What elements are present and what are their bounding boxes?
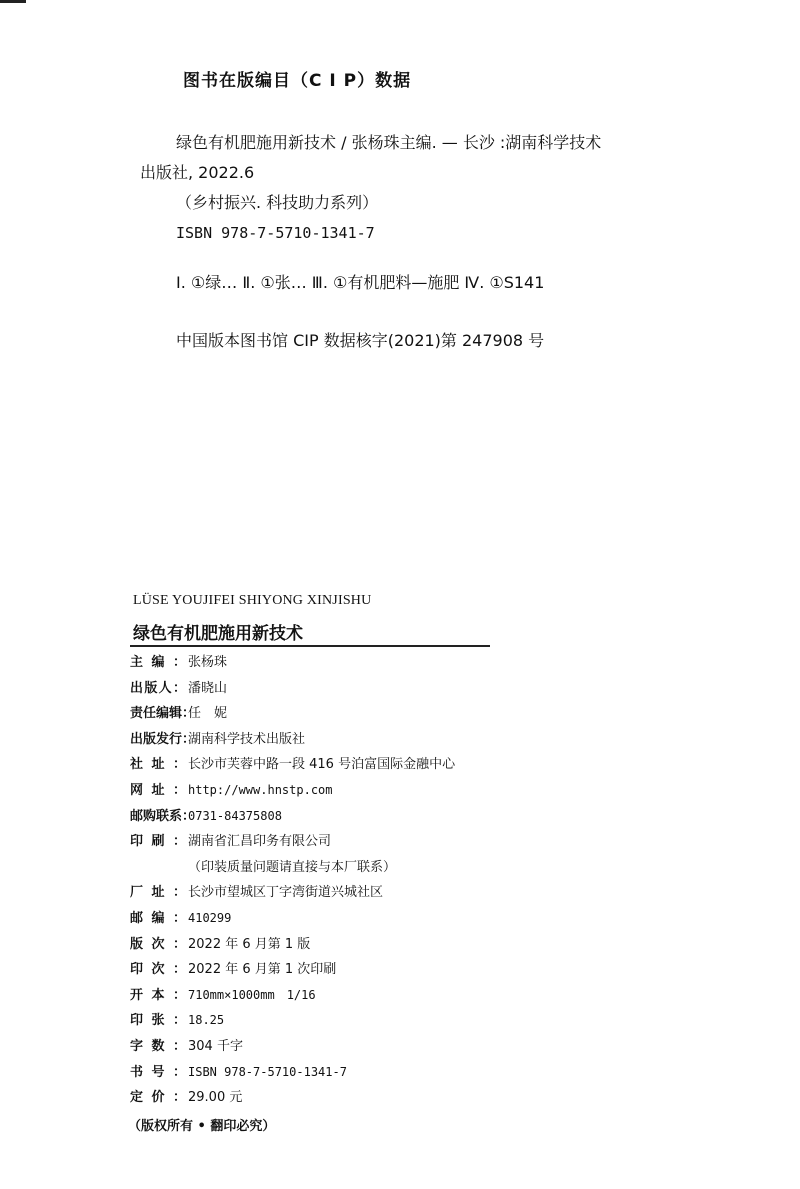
imprint-value: 410299 xyxy=(188,910,232,925)
imprint-label: 字数： xyxy=(130,1038,186,1054)
imprint-value: 湖南科学技术出版社 xyxy=(188,731,306,747)
imprint-value: http://www.hnstp.com xyxy=(188,782,333,797)
imprint-row xyxy=(130,880,570,906)
imprint-row xyxy=(130,1060,570,1086)
cip-series: （乡村振兴. 科技助力系列） xyxy=(176,193,379,212)
imprint-value: 任 妮 xyxy=(188,706,228,722)
imprint-label: 主编： xyxy=(130,655,186,670)
imprint-row xyxy=(130,957,570,983)
cip-verification: 中国版本图书馆 CIP 数据核字(2021)第 247908 号 xyxy=(176,331,545,350)
imprint-label: 网址： xyxy=(130,782,186,798)
imprint-value: 长沙市芙蓉中路一段 416 号泊富国际金融中心 xyxy=(188,757,456,773)
imprint-value: 304 千字 xyxy=(188,1038,243,1054)
imprint-label: 厂址： xyxy=(130,885,186,901)
imprint-label: 版次： xyxy=(130,936,186,952)
imprint-row xyxy=(130,778,570,804)
imprint-value: 29.00 元 xyxy=(188,1090,243,1106)
imprint-value: 18.25 xyxy=(188,1013,225,1028)
imprint-row xyxy=(130,701,570,727)
imprint-value: 710mm×1000mm 1/16 xyxy=(188,987,316,1002)
imprint-value: 湖南省汇昌印务有限公司 xyxy=(188,834,332,850)
imprint-value: ISBN 978-7-5710-1341-7 xyxy=(188,1064,347,1079)
imprint-label: 书号： xyxy=(130,1064,186,1080)
imprint-row xyxy=(130,727,570,753)
imprint-value: （印装质量问题请直接与本厂联系） xyxy=(188,859,397,875)
imprint-value: 2022 年 6 月第 1 版 xyxy=(188,936,311,952)
imprint-label: 定价： xyxy=(130,1090,186,1106)
book-title: 绿色有机肥施用新技术 xyxy=(133,624,303,644)
imprint-label: 印张： xyxy=(130,1013,186,1029)
cip-record-line: 出版社, 2022.6 xyxy=(140,163,255,182)
imprint-row xyxy=(130,829,570,855)
cip-heading: 图书在版编目（C I P）数据 xyxy=(183,71,412,91)
imprint-row xyxy=(130,906,570,932)
imprint-row xyxy=(130,804,570,830)
cip-isbn: ISBN 978-7-5710-1341-7 xyxy=(176,224,375,242)
imprint-row xyxy=(130,855,570,881)
imprint-row xyxy=(130,752,570,778)
corner-mark xyxy=(0,0,26,3)
cip-record-line: 绿色有机肥施用新技术 / 张杨珠主编. — 长沙 :湖南科学技术 xyxy=(176,133,602,152)
imprint-label: 出版人： xyxy=(130,680,186,696)
imprint-value: 长沙市望城区丁字湾街道兴城社区 xyxy=(188,885,384,901)
imprint-value: 潘晓山 xyxy=(188,680,228,696)
cip-classification: Ⅰ. ①绿… Ⅱ. ①张… Ⅲ. ①有机肥料—施肥 Ⅳ. ①S141 xyxy=(176,273,545,292)
imprint-label: 邮购联系： xyxy=(130,808,196,824)
imprint-row xyxy=(130,1034,570,1060)
rights-note: （版权所有 • 翻印必究） xyxy=(128,1119,276,1134)
imprint-label: 邮编： xyxy=(130,910,186,926)
imprint-label: 印刷： xyxy=(130,834,186,850)
imprint-row xyxy=(130,650,570,676)
imprint-row xyxy=(130,932,570,958)
imprint-label: 印次： xyxy=(130,962,186,978)
imprint-row xyxy=(130,676,570,702)
imprint-row xyxy=(130,983,570,1009)
imprint-label: 社址： xyxy=(130,757,186,773)
imprint-label: 出版发行： xyxy=(130,731,196,747)
imprint-label: 责任编辑： xyxy=(130,706,196,722)
cip-record xyxy=(140,128,700,248)
imprint-info-list xyxy=(130,650,570,1111)
imprint-label: 开本： xyxy=(130,987,186,1003)
pinyin-title: LÜSE YOUJIFEI SHIYONG XINJISHU xyxy=(133,593,372,608)
imprint-row xyxy=(130,1008,570,1034)
imprint-value: 2022 年 6 月第 1 次印刷 xyxy=(188,962,337,978)
imprint-value: 0731-84375808 xyxy=(188,808,282,823)
imprint-row xyxy=(130,1085,570,1111)
title-rule xyxy=(130,645,490,647)
imprint-value: 张杨珠 xyxy=(188,655,228,670)
